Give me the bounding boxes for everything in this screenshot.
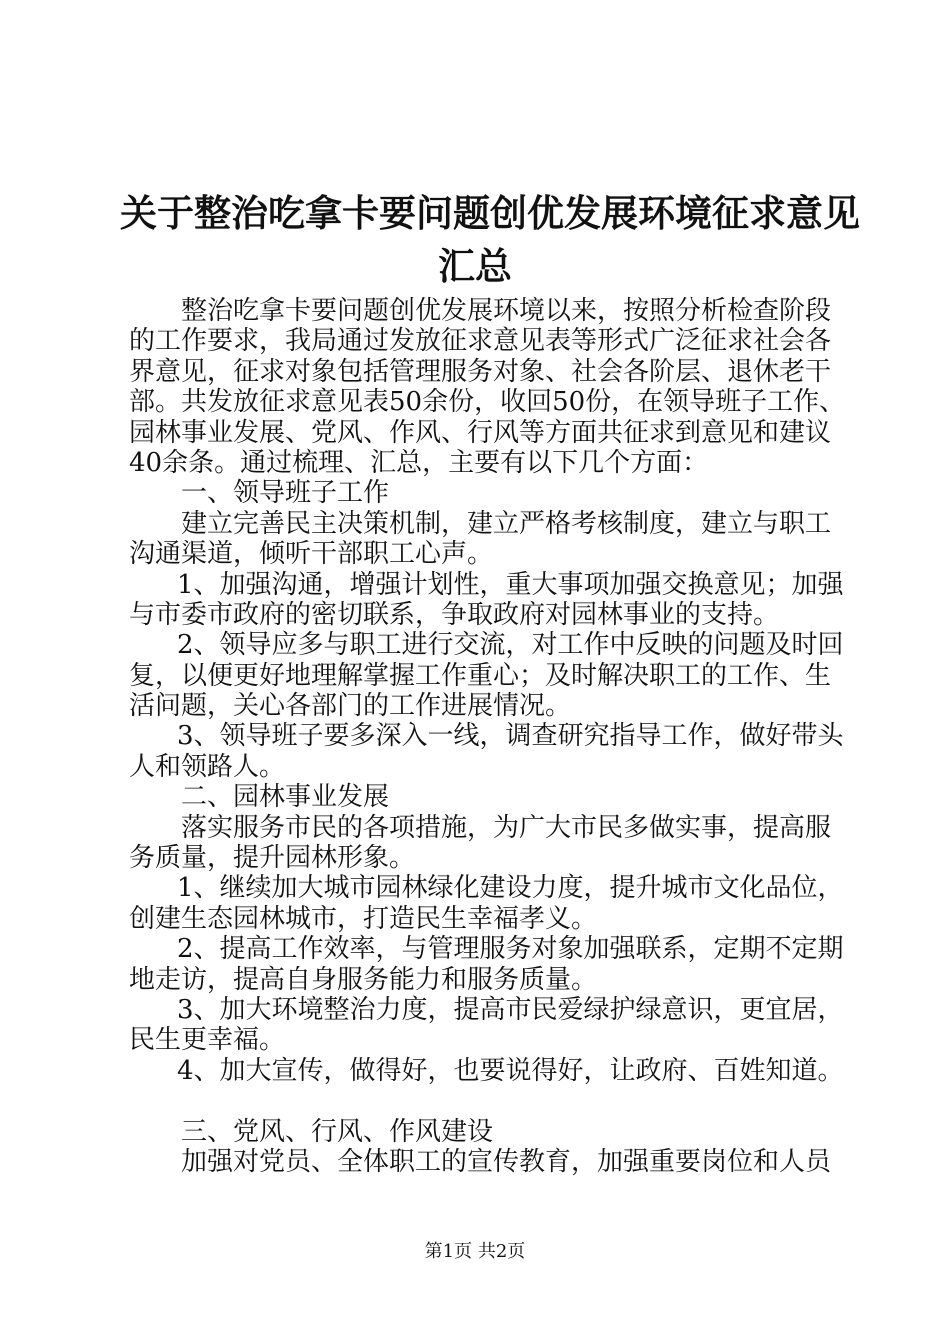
list-item-line: 3、领导班子要多深入一线，调查研究指导工作，做好带头 [177,721,844,752]
paragraph-line: 部。共发放征求意见表50余份，收回50份，在领导班子工作、 [129,387,846,418]
list-item-line: 民生更幸福。 [129,1025,286,1056]
list-item-line: 2、领导应多与职工进行交流，对工作中反映的问题及时回 [177,630,844,661]
section-heading-leadership: 一、领导班子工作 [181,478,390,509]
section-heading-garden-development: 二、园林事业发展 [181,782,390,813]
blank-line [129,1086,839,1116]
paragraph-line: 落实服务市民的各项措施，为广大市民多做实事，提高服 [181,812,832,843]
list-item-line: 3、加大环境整治力度，提高市民爱绿护绿意识，更宜居， [177,994,844,1025]
list-item-line: 创建生态园林城市，打造民生幸福孝义。 [129,903,598,934]
document-title-line-2: 汇总 [438,244,512,288]
list-item-line: 复，以便更好地理解掌握工作重心；及时解决职工的工作、生 [129,660,832,691]
paragraph-line: 40余条。通过梳理、汇总，主要有以下几个方面： [129,447,709,478]
list-item-line: 4、加大宣传，做得好，也要说得好，让政府、百姓知道。 [177,1055,844,1086]
section-heading-party-style: 三、党风、行风、作风建设 [181,1116,494,1147]
document-title-line-1: 关于整治吃拿卡要问题创优发展环境征求意见 [120,191,860,235]
list-item-line: 地走访，提高自身服务能力和服务质量。 [129,964,598,995]
paragraph-line: 沟通渠道，倾听干部职工心声。 [129,539,494,570]
list-item-line: 人和领路人。 [129,751,286,782]
paragraph-line: 务质量，提升园林形象。 [129,843,416,874]
list-item-line: 活问题，关心各部门的工作进展情况。 [129,691,572,722]
list-item-line: 1、加强沟通，增强计划性，重大事项加强交换意见；加强 [177,569,844,600]
paragraph-line: 加强对党员、全体职工的宣传教育，加强重要岗位和人员 [181,1146,832,1177]
paragraph-line: 整治吃拿卡要问题创优发展环境以来，按照分析检查阶段 [181,296,832,326]
page-footer: 第1页 共2页 [424,1241,526,1262]
paragraph-line: 的工作要求，我局通过发放征求意见表等形式广泛征求社会各 [129,326,832,357]
list-item-line: 2、提高工作效率，与管理服务对象加强联系，定期不定期 [177,934,844,965]
paragraph-line: 建立完善民主决策机制，建立严格考核制度，建立与职工 [181,508,832,539]
list-item-line: 与市委市政府的密切联系，争取政府对园林事业的支持。 [129,599,780,630]
paragraph-line: 园林事业发展、党风、作风、行风等方面共征求到意见和建议 [129,417,832,448]
list-item-line: 1、继续加大城市园林绿化建设力度，提升城市文化品位， [177,873,844,904]
document-body [129,296,846,1177]
paragraph-line: 界意见，征求对象包括管理服务对象、社会各阶层、退休老干 [129,356,832,387]
